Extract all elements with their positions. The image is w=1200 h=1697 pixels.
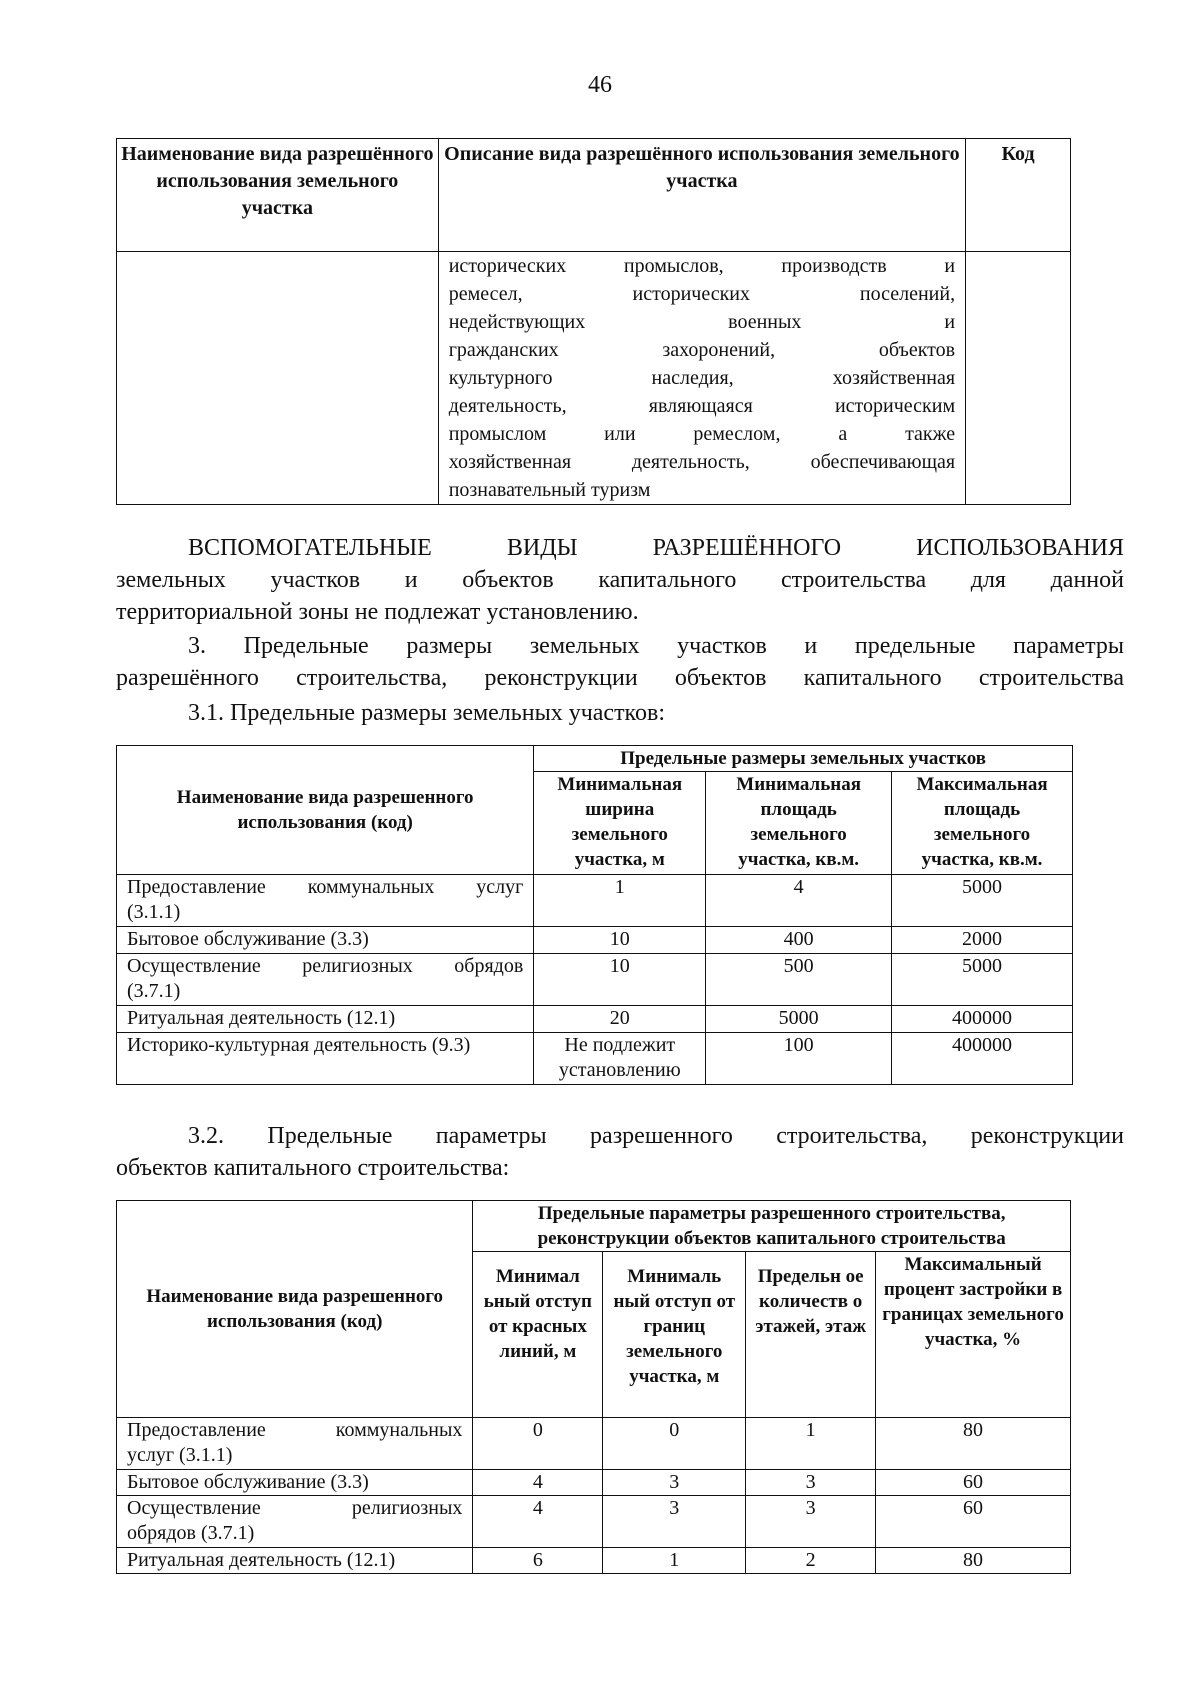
header-use-name: Наименование вида разрешённого использования земельного участка [117,139,439,252]
min-width-cell: 1 [534,875,706,927]
row-name-line: услуг (3.1.1) [127,1444,233,1466]
min-width-cell: 20 [534,1006,706,1033]
description-line: гражданских захоронений, объектов [448,339,956,361]
header-use-description: Описание вида разрешённого использования земельного участка [438,139,965,252]
min-area-cell: 4 [706,875,892,927]
max-floors-cell: 3 [746,1496,876,1548]
permitted-use-table [116,138,1071,505]
header-max-area: Максимальная площадь земельного участка, кв.м. [892,772,1073,875]
paragraph-line: разрешённого строительства, реконструкции объектов капитального строительства [116,665,1124,691]
row-name: Историко-культурная деятельность (9.3) [117,1033,534,1085]
table-row [117,1470,1071,1496]
header-max-floors: Предельн ое количеств о этажей, этаж [746,1252,876,1418]
header-min-width: Минимальная ширина земельного участка, м [534,772,706,875]
min-width-cell: 10 [534,927,706,954]
description-line: деятельность, являющаяся историческим [448,395,956,417]
min-area-cell: 500 [706,954,892,1006]
max-coverage-cell: 80 [876,1548,1071,1574]
max-floors-cell: 3 [746,1470,876,1496]
row-name: Ритуальная деятельность (12.1) [117,1548,473,1574]
setback-boundaries-cell: 0 [603,1418,746,1470]
row-name-line: Осуществление религиозных обрядов [127,955,524,977]
min-width-cell: 10 [534,954,706,1006]
table-header-row [117,1201,1071,1252]
row-name-line: (3.7.1) [127,980,181,1002]
row-name: Бытовое обслуживание (3.3) [117,1470,473,1496]
table-row [117,252,1071,505]
header-code: Код [966,139,1071,252]
setback-boundaries-cell: 1 [603,1548,746,1574]
max-area-cell: 400000 [892,1006,1073,1033]
row-name-line: Предоставление коммунальных [127,1419,463,1441]
row-name-line: (3.1.1) [127,901,181,923]
paragraph-line: 3. Предельные размеры земельных участков и предельные параметры [188,633,1124,659]
header-use-name: Наименование вида разрешенного использования (код) [117,746,534,875]
page-number: 46 [588,72,612,98]
description-line: культурного наследия, хозяйственная [448,367,956,389]
section-3-heading [116,630,1124,694]
setback-red-lines-cell: 4 [473,1496,603,1548]
header-setback-boundaries: Минималь ный отступ от границ земельного участка, м [603,1252,746,1418]
table-row [117,1418,1071,1470]
header-use-name: Наименование вида разрешенного использования (код) [117,1201,473,1418]
description-line: хозяйственная деятельность, обеспечивающая [448,451,956,473]
row-name-line: Предоставление коммунальных услуг [127,876,524,898]
row-name: Бытовое обслуживание (3.3) [117,927,534,954]
code-cell [966,252,1071,505]
row-name [117,954,534,1006]
max-area-cell: 5000 [892,875,1073,927]
land-plot-size-table [116,745,1073,1085]
setback-boundaries-cell: 3 [603,1496,746,1548]
paragraph-line: ВСПОМОГАТЕЛЬНЫЕ ВИДЫ РАЗРЕШЁННОГО ИСПОЛЬЗОВАНИЯ [188,535,1124,561]
paragraph-line: земельных участков и объектов капитального строительства для данной [116,567,1124,593]
max-floors-cell: 2 [746,1548,876,1574]
header-group: Предельные параметры разрешенного строительства, реконструкции объектов капитального строительства [473,1201,1071,1252]
description-line: исторических промыслов, производств и [448,255,956,277]
row-name [117,1418,473,1470]
max-coverage-cell: 60 [876,1470,1071,1496]
paragraph-line: объектов капитального строительства: [116,1155,510,1181]
table-row [117,875,1073,927]
auxiliary-uses-paragraph [116,532,1124,628]
setback-red-lines-cell: 6 [473,1548,603,1574]
description-line: недействующих военных и [448,311,956,333]
row-name-line: Осуществление религиозных [127,1497,463,1519]
description-line: ремесел, исторических поселений, [448,283,956,305]
paragraph-line: территориальной зоны не подлежат установлению. [116,599,639,625]
setback-red-lines-cell: 0 [473,1418,603,1470]
max-area-cell: 400000 [892,1033,1073,1085]
table-row [117,1006,1073,1033]
header-max-coverage: Максимальный процент застройки в границах земельного участка, % [876,1252,1071,1418]
use-description-cell [438,252,965,505]
table-row [117,927,1073,954]
paragraph-line: 3.2. Предельные параметры разрешенного строительства, реконструкции [188,1123,1124,1149]
table-header-row [117,746,1073,772]
row-name [117,1496,473,1548]
header-setback-red-lines: Минимал ьный отступ от красных линий, м [473,1252,603,1418]
table-header-row [117,139,1071,252]
row-name: Ритуальная деятельность (12.1) [117,1006,534,1033]
description-line: познавательный туризм [448,479,651,501]
description-line: промыслом или ремеслом, а также [448,423,956,445]
min-area-cell: 100 [706,1033,892,1085]
row-name-line: обрядов (3.7.1) [127,1522,255,1544]
max-coverage-cell: 80 [876,1418,1071,1470]
max-area-cell: 5000 [892,954,1073,1006]
row-name [117,875,534,927]
section-3-1-heading: 3.1. Предельные размеры земельных участков: [188,700,665,726]
max-coverage-cell: 60 [876,1496,1071,1548]
header-group: Предельные размеры земельных участков [534,746,1073,772]
table-row [117,1033,1073,1085]
min-width-cell: Не подлежит установлению [534,1033,706,1085]
header-min-area: Минимальная площадь земельного участка, кв.м. [706,772,892,875]
table-row [117,954,1073,1006]
max-floors-cell: 1 [746,1418,876,1470]
min-area-cell: 400 [706,927,892,954]
section-3-2-heading [116,1120,1124,1184]
setback-red-lines-cell: 4 [473,1470,603,1496]
min-area-cell: 5000 [706,1006,892,1033]
use-name-cell [117,252,439,505]
setback-boundaries-cell: 3 [603,1470,746,1496]
table-row [117,1496,1071,1548]
max-area-cell: 2000 [892,927,1073,954]
table-row [117,1548,1071,1574]
construction-parameters-table [116,1200,1071,1574]
